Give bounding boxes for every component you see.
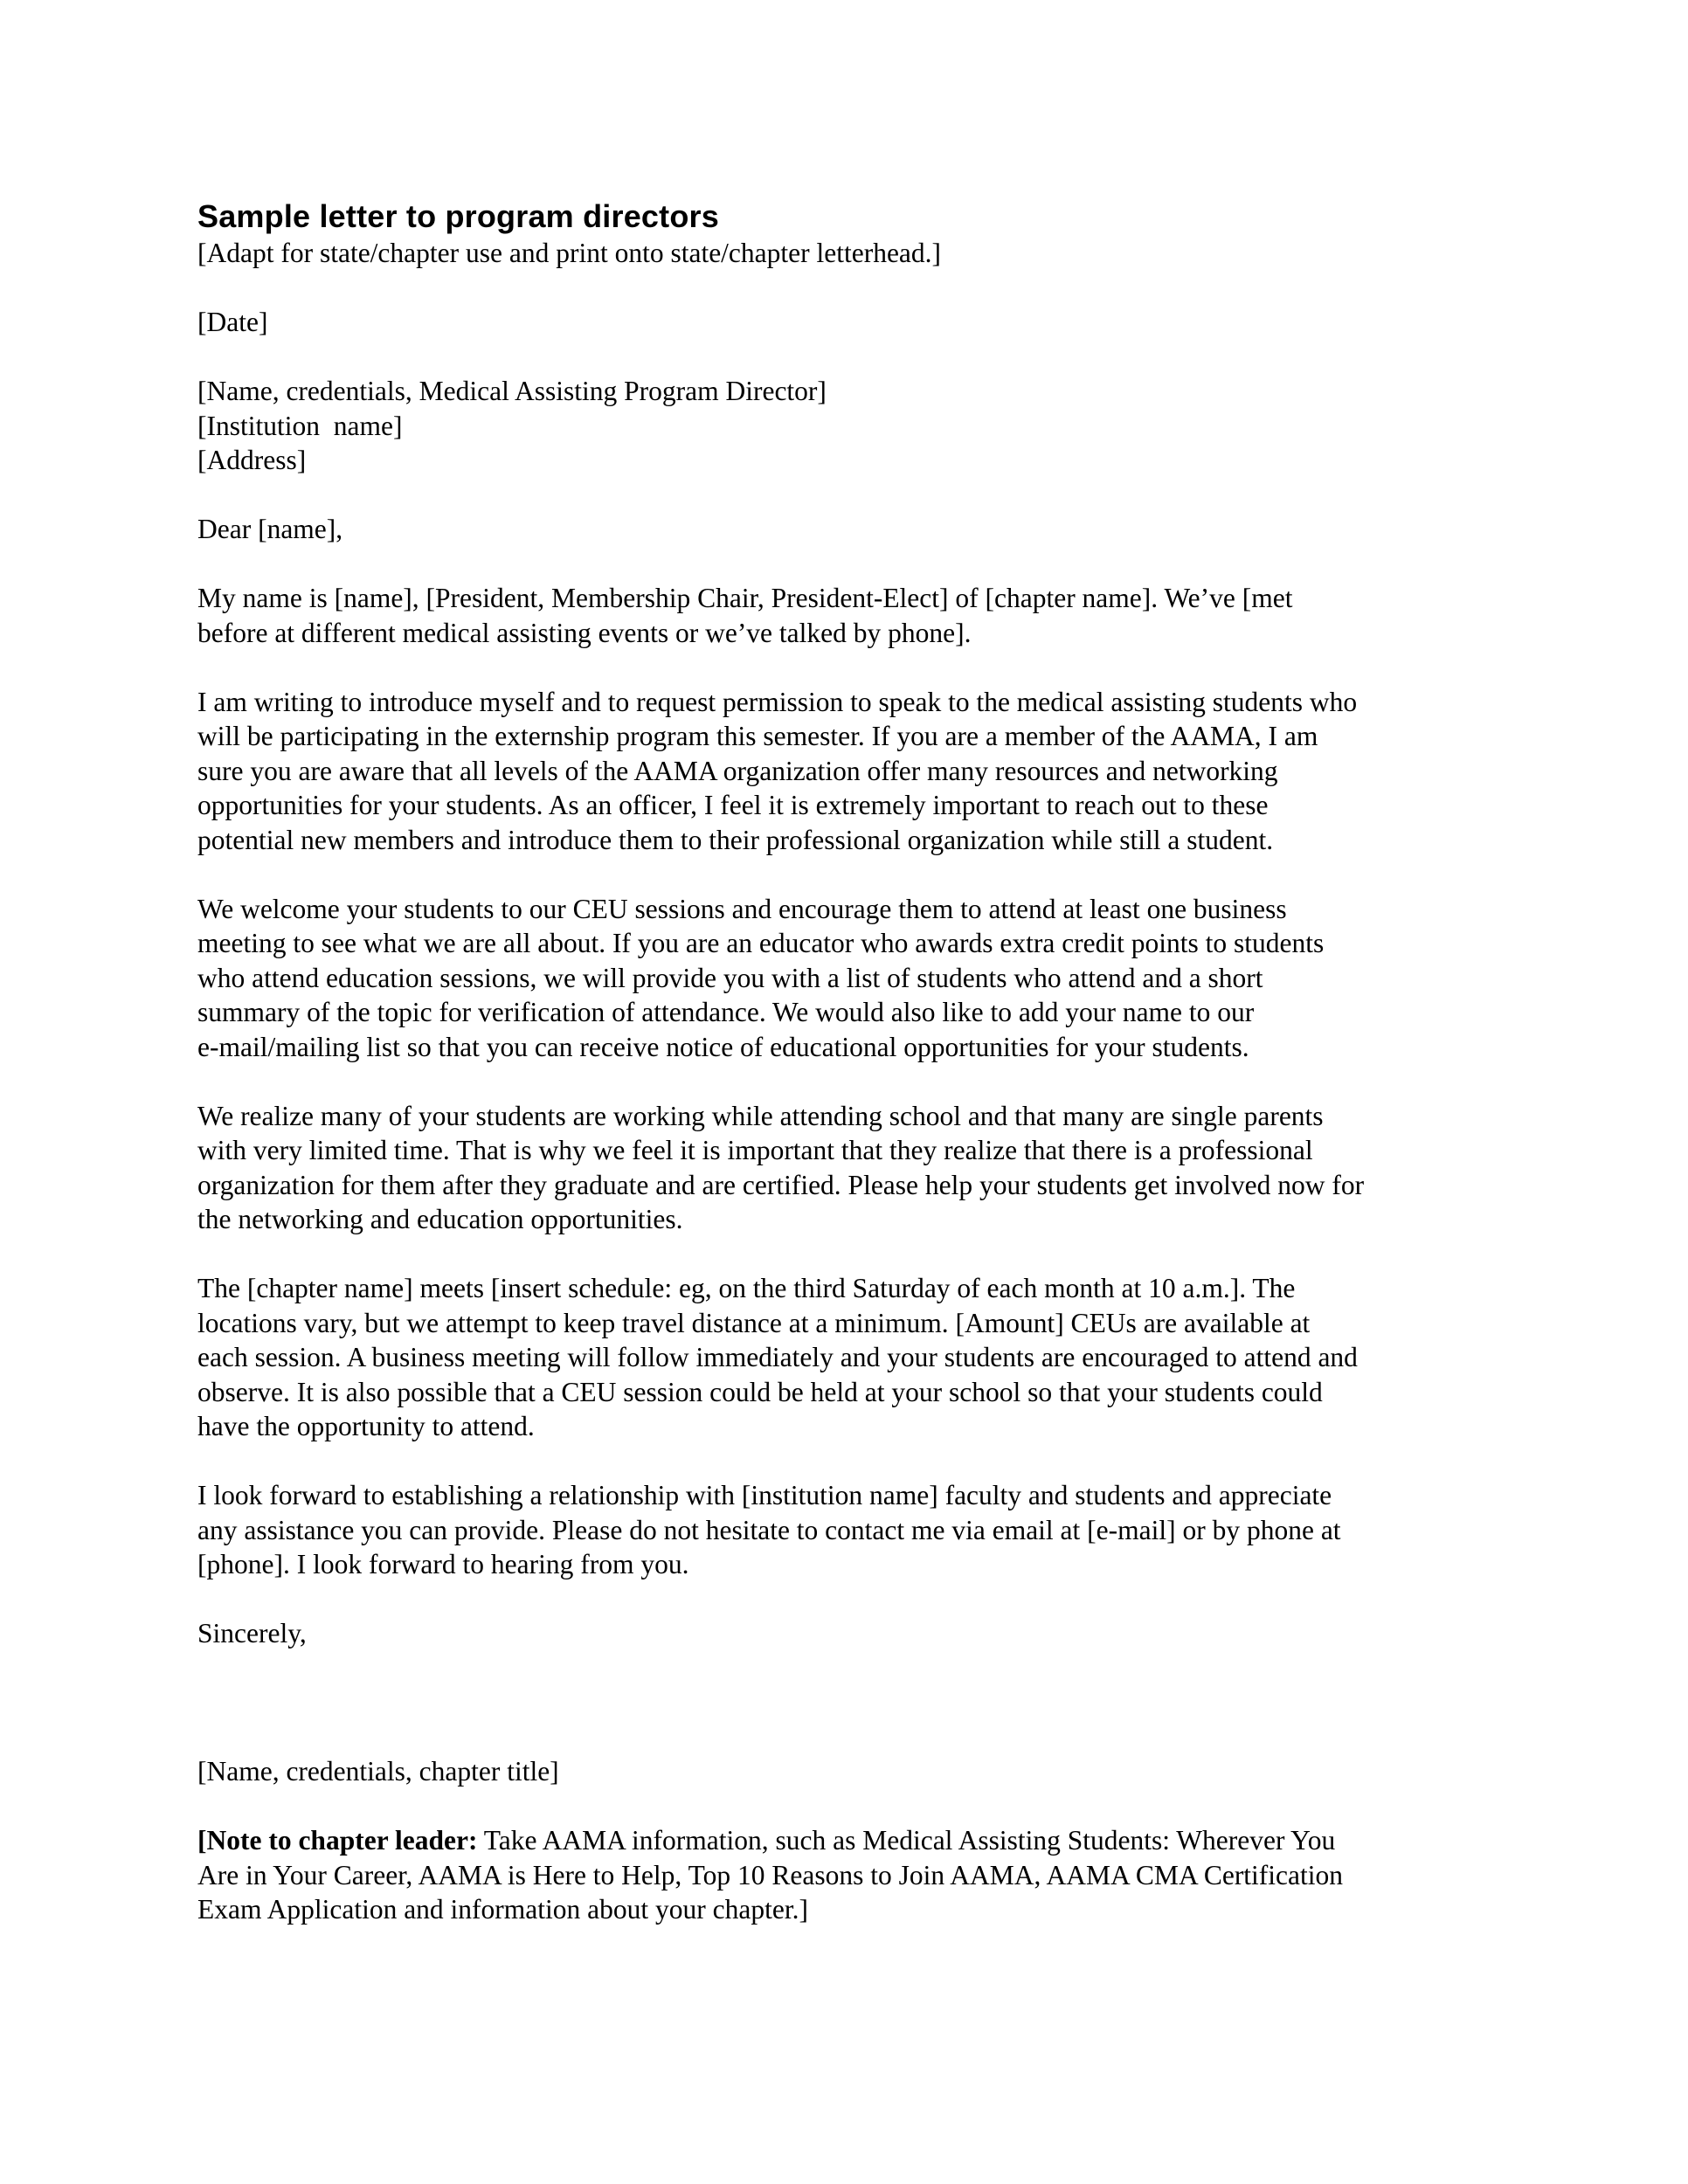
body-line: observe. It is also possible that a CEU session could be held at your school so that your students could — [197, 1376, 1323, 1407]
date-placeholder: [Date] — [197, 307, 268, 337]
body-line: will be participating in the externship program this semester. If you are a member of the AAMA, I am — [197, 721, 1318, 751]
document-title: Sample letter to program directors — [197, 198, 719, 234]
body-line: before at different medical assisting events or we’ve talked by phone]. — [197, 617, 972, 648]
note-to-chapter-leader — [197, 1823, 1473, 1927]
body-line: I look forward to establishing a relationship with [institution name] faculty and students and appreciate — [197, 1480, 1332, 1510]
body-line: [phone]. I look forward to hearing from you. — [197, 1549, 689, 1579]
note-line: Exam Application and information about your chapter.] — [197, 1894, 808, 1925]
body-line: e-mail/mailing list so that you can receive notice of educational opportunities for your students. — [197, 1031, 1249, 1062]
note-text: Take AAMA information, such as Medical Assisting Students: Wherever You — [477, 1825, 1336, 1856]
body-paragraph-introduction — [197, 581, 1473, 650]
body-line: My name is [name], [President, Membership Chair, President-Elect] of [chapter name]. We’ve [met — [197, 583, 1293, 613]
body-paragraph-request — [197, 685, 1473, 858]
body-line: each session. A business meeting will follow immediately and your students are encouraged to attend and — [197, 1342, 1358, 1372]
closing: Sincerely, — [197, 1618, 307, 1648]
signature-block: [Name, credentials, chapter title] — [197, 1756, 559, 1787]
letter-content — [197, 197, 1473, 1927]
body-line: have the opportunity to attend. — [197, 1411, 535, 1441]
body-line: We welcome your students to our CEU sessions and encourage them to attend at least one business — [197, 893, 1287, 924]
body-line: any assistance you can provide. Please do not hesitate to contact me via email at [e-mail] or by phone at — [197, 1514, 1341, 1545]
body-line: organization for them after they graduate and are certified. Please help your students get involved now for — [197, 1169, 1365, 1200]
recipient-institution-line: [Institution name] — [197, 410, 403, 441]
body-paragraph-working-students — [197, 1099, 1473, 1237]
body-line: the networking and education opportunities. — [197, 1204, 683, 1234]
body-line: We realize many of your students are working while attending school and that many are single parents — [197, 1100, 1324, 1131]
body-line: opportunities for your students. As an officer, I feel it is extremely important to reach out to these — [197, 790, 1269, 820]
body-line: I am writing to introduce myself and to request permission to speak to the medical assisting students who — [197, 686, 1358, 717]
body-line: locations vary, but we attempt to keep travel distance at a minimum. [Amount] CEUs are available at — [197, 1307, 1311, 1338]
note-label: [Note to chapter leader: — [197, 1825, 478, 1856]
body-paragraph-meeting-schedule — [197, 1271, 1473, 1444]
recipient-address-line: [Address] — [197, 445, 307, 475]
body-line: who attend education sessions, we will provide you with a list of students who attend and a short — [197, 962, 1263, 993]
note-line — [197, 1823, 1473, 1858]
note-line: Are in Your Career, AAMA is Here to Help, Top 10 Reasons to Join AAMA, AAMA CMA Certification — [197, 1859, 1344, 1890]
body-line: meeting to see what we are all about. If you are an educator who awards extra credit points to students — [197, 928, 1325, 958]
adaptation-instruction: [Adapt for state/chapter use and print onto state/chapter letterhead.] — [197, 238, 942, 268]
recipient-address-block — [197, 374, 1473, 478]
body-paragraph-closing — [197, 1478, 1473, 1582]
recipient-name-line: [Name, credentials, Medical Assisting Program Director] — [197, 376, 827, 406]
body-line: sure you are aware that all levels of the AAMA organization offer many resources and networking — [197, 755, 1278, 786]
body-line: potential new members and introduce them to their professional organization while still a student. — [197, 824, 1274, 855]
salutation: Dear [name], — [197, 514, 343, 544]
body-line: summary of the topic for verification of attendance. We would also like to add your name to our — [197, 997, 1255, 1027]
body-line: with very limited time. That is why we feel it is important that they realize that there is a professional — [197, 1135, 1313, 1165]
body-paragraph-ceu-sessions — [197, 892, 1473, 1065]
body-line: The [chapter name] meets [insert schedule: eg, on the third Saturday of each month at 10 a.m.]. The — [197, 1273, 1296, 1303]
